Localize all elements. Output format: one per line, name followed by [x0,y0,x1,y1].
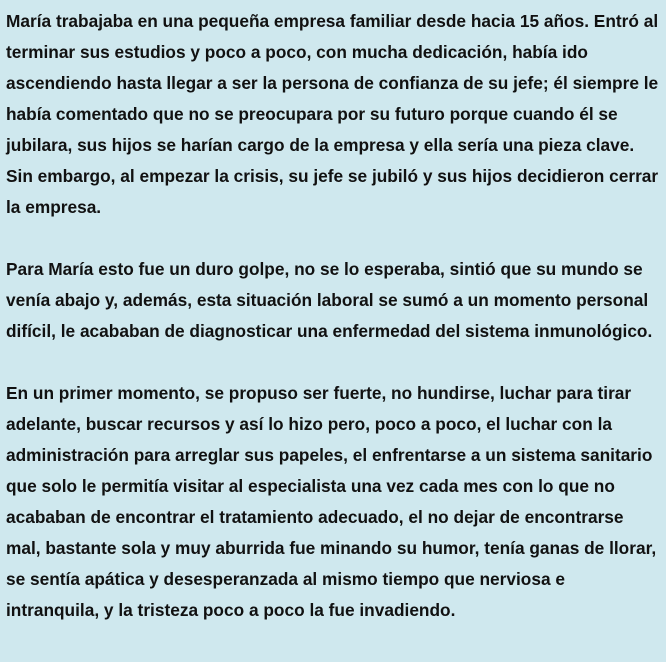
paragraph-2: Para María esto fue un duro golpe, no se lo esperaba, sintió que su mundo se venía abajo y, además, esta situación laboral se sumó a un momento personal difícil, le acababan de diagnosticar una enfermedad del sistema inmunológico. [6,259,653,341]
paragraph-spacer [6,347,662,378]
paragraph-spacer [6,223,662,254]
paragraph-3: En un primer momento, se propuso ser fuerte, no hundirse, luchar para tirar adelante, buscar recursos y así lo hizo pero, poco a poco, el luchar con la administración para arreglar sus papeles, el enfrentarse a un sistema sanitario que solo le permitía visitar al especialista una vez cada mes con lo que no acababan de encontrar el tratamiento adecuado, el no dejar de encontrarse mal, bastante sola y muy aburrida fue minando su humor, tenía ganas de llorar, se sentía apática y desesperanzada al mismo tiempo que nerviosa e intranquila, y la tristeza poco a poco la fue invadiendo. [6,383,657,620]
paragraph-1: María trabajaba en una pequeña empresa familiar desde hacia 15 años. Entró al terminar sus estudios y poco a poco, con mucha dedicación, había ido ascendiendo hasta llegar a ser la persona de confianza de su jefe; él siempre le había comentado que no se preocupara por su futuro porque cuando él se jubilara, sus hijos se harían cargo de la empresa y ella sería una pieza clave. Sin embargo, al empezar la crisis, su jefe se jubiló y sus hijos decidieron cerrar la empresa. [6,11,659,217]
